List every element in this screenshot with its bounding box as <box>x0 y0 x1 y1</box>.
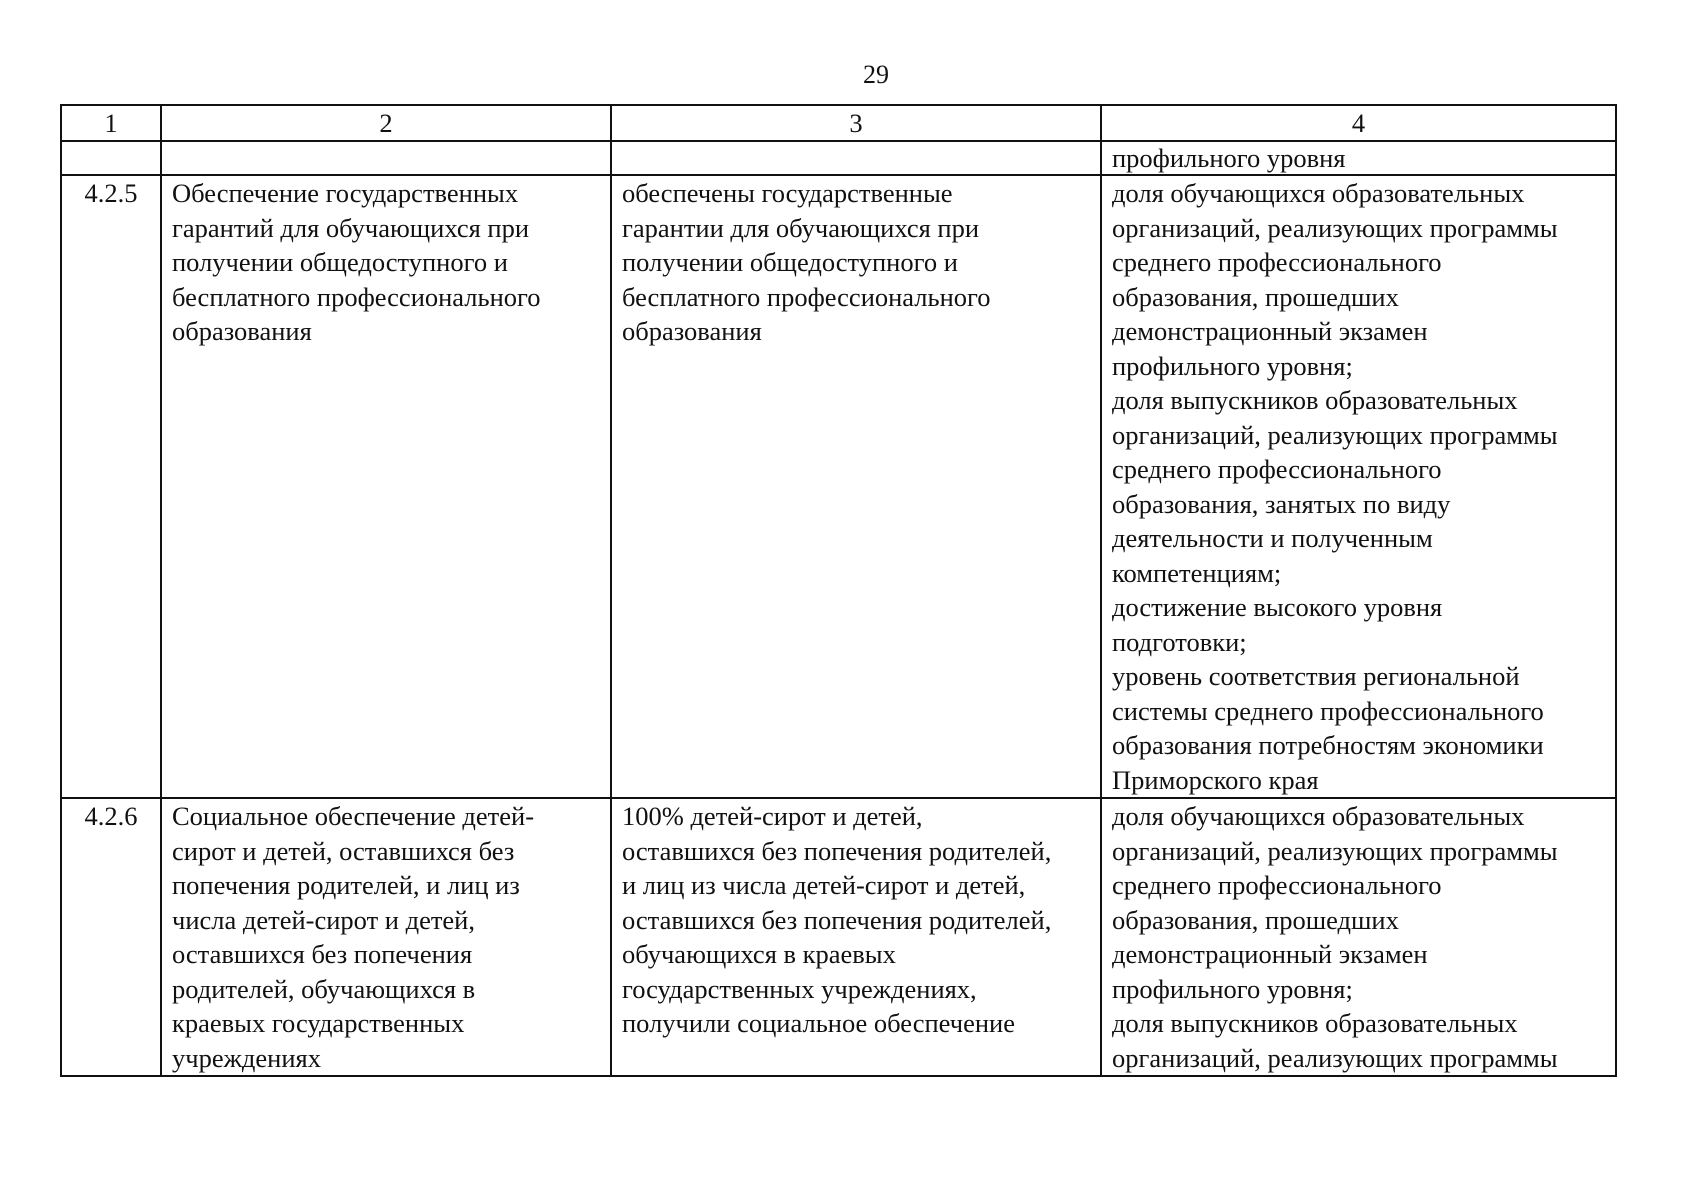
table-row <box>61 175 1616 798</box>
cell-text-line: образования, прошедших <box>1112 904 1399 935</box>
cell-text-line: уровень соответствия региональной <box>1112 661 1520 691</box>
cell-text-line: гарантий для обучающихся при <box>172 212 530 243</box>
continuation-col-4: профильного уровня <box>1101 141 1616 175</box>
cell-text-line: Социальное обеспечение детей- <box>172 801 535 831</box>
cell-text-line: и лиц из числа детей-сирот и детей, <box>622 870 1026 900</box>
continuation-col-3 <box>611 141 1101 175</box>
header-col-3: 3 <box>611 105 1101 141</box>
cell-text-line: образования <box>172 316 312 346</box>
cell-text-line: образования, занятых по виду <box>1112 488 1451 519</box>
continuation-col-1 <box>61 141 161 175</box>
cell-text-line: образования потребностям экономики <box>1112 730 1544 760</box>
task-cell <box>161 798 611 1076</box>
cell-text-line: получении общедоступного и <box>622 247 958 277</box>
cell-text-line: среднего профессионального <box>1112 454 1442 484</box>
cell-text-line: демонстрационный экзамен <box>1112 316 1428 346</box>
document-table <box>60 104 1617 1077</box>
row-number: 4.2.6 <box>61 798 161 1076</box>
page-number: 29 <box>863 60 889 89</box>
cell-text-line: оставшихся без попечения родителей, <box>622 835 1052 866</box>
cell-text-line: системы среднего профессионального <box>1112 695 1544 726</box>
cell-text-line: организаций, реализующих программы <box>1112 419 1558 450</box>
cell-text-line: получили социальное обеспечение <box>622 1008 1015 1038</box>
cell-text-line: среднего профессионального <box>1112 870 1442 900</box>
cell-text-line: демонстрационный экзамен <box>1112 939 1428 969</box>
cell-text-line: государственных учреждениях, <box>622 973 977 1004</box>
header-col-4: 4 <box>1101 105 1616 141</box>
indicator-cell <box>1101 175 1616 798</box>
cell-text-line: гарантии для обучающихся при <box>622 212 980 243</box>
continuation-row <box>61 141 1616 175</box>
continuation-col-2 <box>161 141 611 175</box>
cell-text-line: доля выпускников образовательных <box>1112 1008 1518 1038</box>
cell-text-line: Обеспечение государственных <box>172 178 519 208</box>
cell-text-line: краевых государственных <box>172 1008 465 1038</box>
cell-text-line: образования, прошедших <box>1112 281 1399 312</box>
result-cell <box>611 175 1101 798</box>
cell-text-line: оставшихся без попечения <box>172 939 473 969</box>
cell-text-line: достижение высокого уровня <box>1112 592 1443 622</box>
cell-text-line: профильного уровня; <box>1112 973 1353 1004</box>
cell-text-line: оставшихся без попечения родителей, <box>622 904 1052 935</box>
cell-text-line: подготовки; <box>1112 626 1247 657</box>
cell-text-line: обучающихся в краевых <box>622 939 896 969</box>
cell-text-line: среднего профессионального <box>1112 247 1442 277</box>
cell-text-line: образования <box>622 316 762 346</box>
header-col-1: 1 <box>61 105 161 141</box>
cell-text-line: доля обучающихся образовательных <box>1112 178 1525 208</box>
cell-text-line: обеспечены государственные <box>622 178 953 208</box>
cell-text-line: организаций, реализующих программы <box>1112 212 1558 243</box>
task-cell <box>161 175 611 798</box>
cell-text-line: организаций, реализующих программы <box>1112 1042 1558 1073</box>
cell-text-line: 100% детей-сирот и детей, <box>622 801 923 831</box>
cell-text-line: организаций, реализующих программы <box>1112 835 1558 866</box>
cell-text-line: компетенциям; <box>1112 557 1282 588</box>
table-row <box>61 798 1616 1076</box>
result-cell <box>611 798 1101 1076</box>
cell-text-line: доля обучающихся образовательных <box>1112 801 1525 831</box>
cell-text-line: профильного уровня; <box>1112 350 1353 381</box>
cell-text-line: Приморского края <box>1112 764 1319 795</box>
cell-text-line: числа детей-сирот и детей, <box>172 904 475 935</box>
indicator-cell <box>1101 798 1616 1076</box>
row-number: 4.2.5 <box>61 175 161 798</box>
header-col-2: 2 <box>161 105 611 141</box>
cell-text-line: доля выпускников образовательных <box>1112 385 1518 415</box>
cell-text-line: получении общедоступного и <box>172 247 508 277</box>
cell-text-line: учреждениях <box>172 1042 321 1073</box>
cell-text-line: бесплатного профессионального <box>172 281 541 312</box>
table-header-row <box>61 105 1616 141</box>
cell-text-line: деятельности и полученным <box>1112 523 1433 553</box>
cell-text-line: бесплатного профессионального <box>622 281 991 312</box>
cell-text-line: сирот и детей, оставшихся без <box>172 835 515 866</box>
cell-text-line: родителей, обучающихся в <box>172 973 476 1004</box>
cell-text-line: попечения родителей, и лиц из <box>172 870 520 900</box>
